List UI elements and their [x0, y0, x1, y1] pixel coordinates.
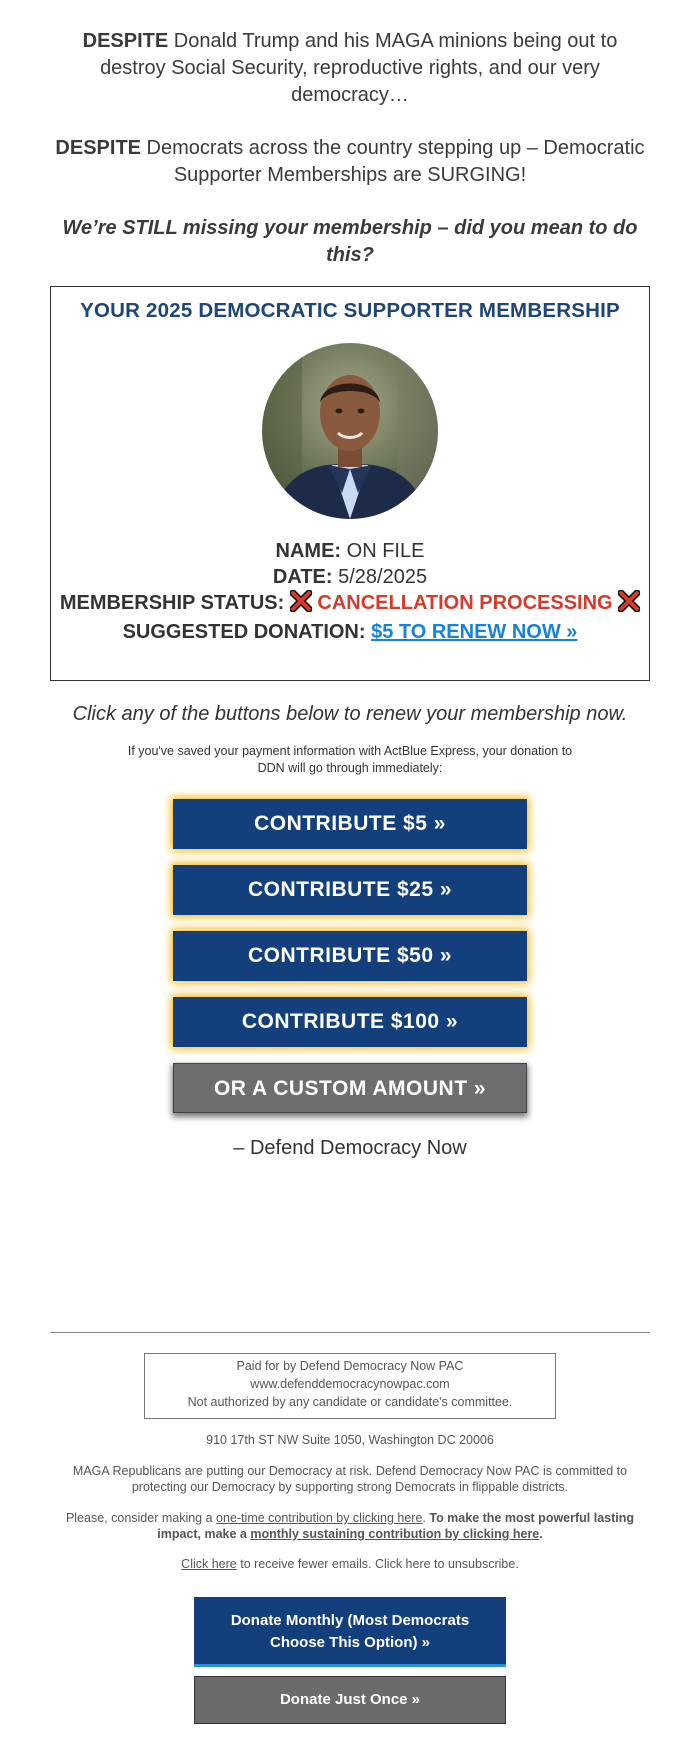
not-authorized-line: Not authorized by any candidate or candidate's committee.: [187, 1395, 513, 1409]
intro-paragraph-1: [50, 0, 650, 109]
intro-question: We’re STILL missing your membership – did you mean to do this?: [62, 217, 638, 266]
unsubscribe-text: to receive fewer emails. Click here to unsubscribe.: [236, 1557, 519, 1571]
click-note: Click any of the buttons below to renew your membership now.: [72, 703, 628, 725]
contribute-25-button[interactable]: CONTRIBUTE $25 »: [173, 865, 527, 915]
status-row: [51, 590, 649, 619]
status-label: MEMBERSHIP STATUS:: [59, 592, 285, 614]
name-value: ON FILE: [341, 540, 425, 562]
donate-once-button[interactable]: Donate Just Once »: [194, 1676, 506, 1724]
date-value: 5/28/2025: [332, 566, 428, 588]
website-line: www.defenddemocracynowpac.com: [250, 1377, 450, 1391]
intro-text-1: Donald Trump and his MAGA minions being out to destroy Social Security, reproductive rights, and our very democracy…: [100, 30, 618, 106]
name-row: [51, 538, 649, 564]
intro-lead-2: DESPITE: [55, 137, 141, 159]
donate-monthly-line-1: Donate Monthly (Most Democrats: [230, 1612, 470, 1629]
signoff: – Defend Democracy Now: [233, 1137, 467, 1159]
name-label: NAME:: [275, 540, 342, 562]
contribute-100-button[interactable]: CONTRIBUTE $100 »: [173, 997, 527, 1047]
mission-statement: MAGA Republicans are putting our Democracy at risk. Defend Democracy Now PAC is committed to protecting our Democracy by supporting strong Democrats in flippable districts.: [72, 1464, 628, 1494]
footer-divider: [50, 1332, 650, 1333]
membership-info: [51, 538, 649, 645]
intro: [50, 0, 650, 269]
monthly-contribution-link[interactable]: monthly sustaining contribution by clicking here: [250, 1527, 540, 1541]
renew-link[interactable]: $5 TO RENEW NOW »: [371, 621, 578, 643]
portrait-image: [262, 343, 438, 519]
cross-mark-icon: [618, 590, 640, 619]
date-row: [51, 564, 649, 590]
email-preferences: [50, 1557, 650, 1571]
paid-for-box: [144, 1353, 556, 1419]
membership-card-title: YOUR 2025 DEMOCRATIC SUPPORTER MEMBERSHIP: [80, 299, 620, 322]
intro-text-2: Democrats across the country stepping up – Democratic Supporter Memberships are SURGING!: [141, 137, 645, 186]
contribution-prompt: [50, 1510, 650, 1542]
date-label: DATE:: [272, 566, 333, 588]
donate-monthly-line-2: Choose This Option) »: [270, 1634, 430, 1651]
consider-bold-text: To make the most powerful lasting impact, make a: [157, 1511, 635, 1541]
custom-amount-button[interactable]: OR A CUSTOM AMOUNT »: [173, 1063, 527, 1113]
paid-for-line: Paid for by Defend Democracy Now PAC: [236, 1359, 464, 1373]
donation-row: [51, 619, 649, 645]
avatar: [262, 343, 438, 519]
status-value: CANCELLATION PROCESSING: [317, 592, 613, 614]
consider-text: Please, consider making a: [65, 1511, 217, 1525]
consider-separator: .: [422, 1511, 430, 1525]
fewer-emails-link[interactable]: Click here: [181, 1557, 237, 1571]
one-time-contribution-link[interactable]: one-time contribution by clicking here: [216, 1511, 423, 1525]
intro-lead-1: DESPITE: [82, 30, 169, 52]
donate-monthly-button[interactable]: [194, 1597, 506, 1667]
membership-card: [50, 286, 650, 681]
intro-paragraph-2: [50, 109, 650, 189]
mailing-address: 910 17th ST NW Suite 1050, Washington DC 20006: [206, 1433, 494, 1447]
contribute-5-button[interactable]: CONTRIBUTE $5 »: [173, 799, 527, 849]
donation-label: SUGGESTED DONATION:: [122, 621, 366, 643]
contribute-50-button[interactable]: CONTRIBUTE $50 »: [173, 931, 527, 981]
contribute-buttons: [50, 799, 650, 1113]
consider-end: .: [539, 1527, 543, 1541]
cross-mark-icon: [290, 590, 312, 619]
actblue-note: If you've saved your payment information with ActBlue Express, your donation to DDN will go through immediately:: [127, 744, 573, 775]
